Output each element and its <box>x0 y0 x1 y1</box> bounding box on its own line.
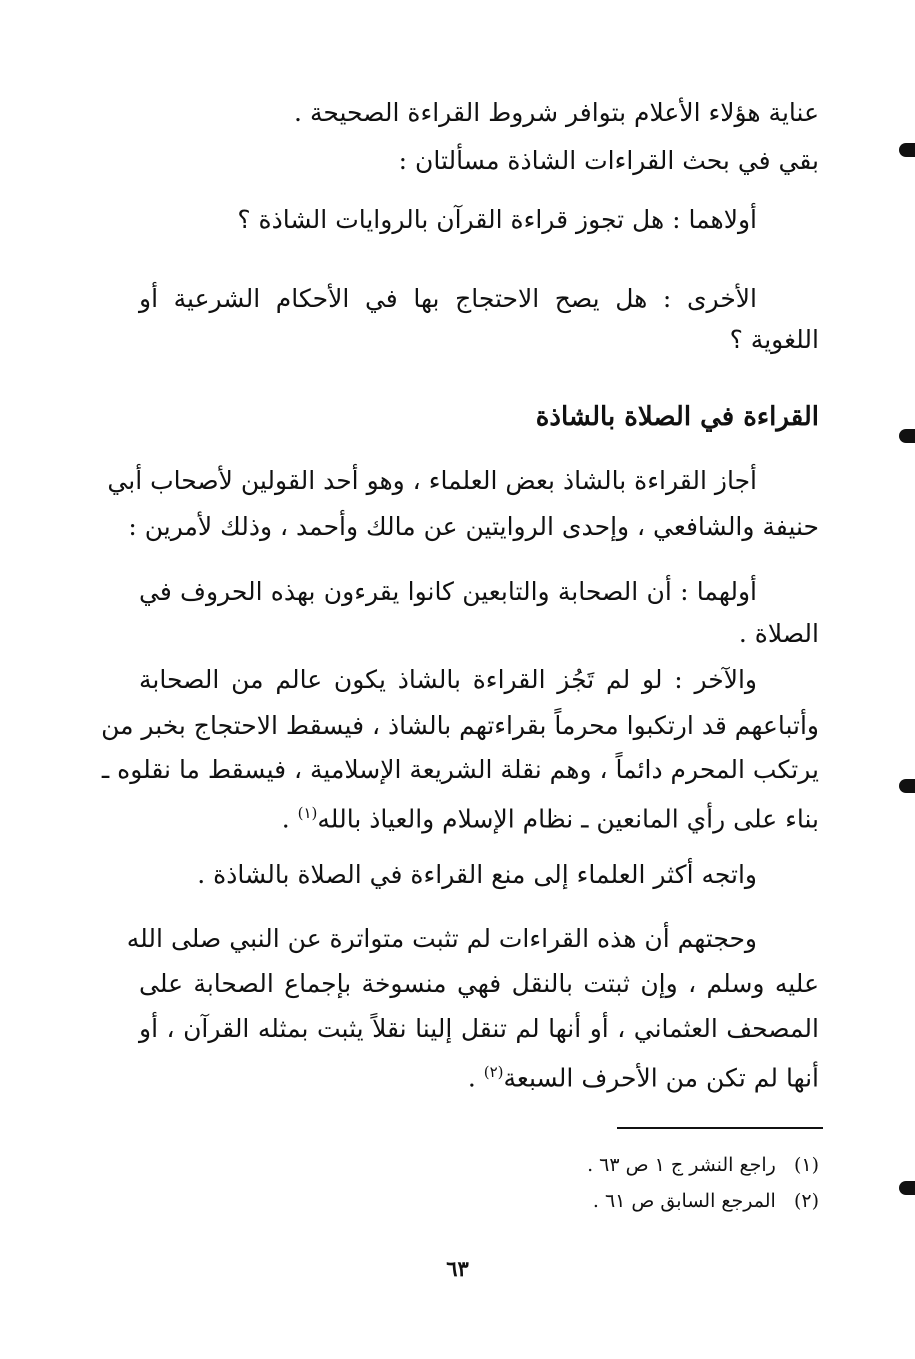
footnote <box>219 1152 819 1178</box>
body-line: اللغوية ؟ <box>729 325 819 354</box>
body-line: حنيفة والشافعي ، وإحدى الروايتين عن مالك وأحمد ، وذلك لأمرين : <box>128 512 819 541</box>
body-line: وأتباعهم قد ارتكبوا محرماً بقراءتهم بالشاذ ، فيسقط الاحتجاج بخبر من <box>101 711 819 740</box>
body-line: أولاهما : هل تجوز قراءة القرآن بالروايات الشاذة ؟ <box>237 205 757 234</box>
body-text: بناء على رأي المانعين ـ نظام الإسلام والعياذ بالله <box>317 804 819 834</box>
footnote-ref: (٢) <box>483 1063 504 1081</box>
period: . <box>467 1063 484 1093</box>
footnote-text: المرجع السابق ص ٦١ . <box>592 1190 776 1212</box>
page-number: ٦٣ <box>446 1256 469 1281</box>
body-line-with-footnote <box>139 1055 819 1095</box>
body-line: أولهما : أن الصحابة والتابعين كانوا يقرءون بهذه الحروف في <box>139 577 757 606</box>
footnote <box>219 1188 819 1214</box>
body-line: يرتكب المحرم دائماً ، وهم نقلة الشريعة الإسلامية ، فيسقط ما نقلوه ـ <box>101 755 819 784</box>
footnote-ref: (١) <box>297 804 318 822</box>
body-line: عليه وسلم ، وإن ثبتت بالنقل فهي منسوخة بإجماع الصحابة على <box>139 969 819 998</box>
binding-mark <box>899 143 915 157</box>
period: . <box>281 804 298 834</box>
body-line-with-footnote <box>139 796 819 836</box>
body-line: بقي في بحث القراءات الشاذة مسألتان : <box>398 146 819 175</box>
body-line: والآخر : لو لم تَجُز القراءة بالشاذ يكون عالم من الصحابة <box>139 665 757 694</box>
body-line: أجاز القراءة بالشاذ بعض العلماء ، وهو أحد القولين لأصحاب أبي <box>107 466 757 495</box>
footnote-separator <box>617 1127 823 1129</box>
binding-mark <box>899 779 915 793</box>
body-text: أنها لم تكن من الأحرف السبعة <box>503 1063 819 1093</box>
body-line: الأخرى : هل يصح الاحتجاج بها في الأحكام الشرعية أو <box>139 284 757 313</box>
section-heading: القراءة في الصلاة بالشاذة <box>535 402 819 432</box>
binding-mark <box>899 1181 915 1195</box>
footnote-number: (١) <box>793 1154 819 1176</box>
footnote-text: راجع النشر ج ١ ص ٦٣ . <box>587 1154 776 1176</box>
body-line: واتجه أكثر العلماء إلى منع القراءة في الصلاة بالشاذة . <box>197 860 757 889</box>
footnote-number: (٢) <box>793 1190 819 1212</box>
binding-mark <box>899 429 915 443</box>
body-line: وحجتهم أن هذه القراءات لم تثبت متواترة عن النبي صلى الله <box>126 924 757 953</box>
body-line: الصلاة . <box>738 619 819 648</box>
body-line: المصحف العثماني ، أو أنها لم تنقل إلينا نقلاً يثبت بمثله القرآن ، أو <box>139 1014 819 1043</box>
body-line: عناية هؤلاء الأعلام بتوافر شروط القراءة الصحيحة . <box>294 98 819 127</box>
